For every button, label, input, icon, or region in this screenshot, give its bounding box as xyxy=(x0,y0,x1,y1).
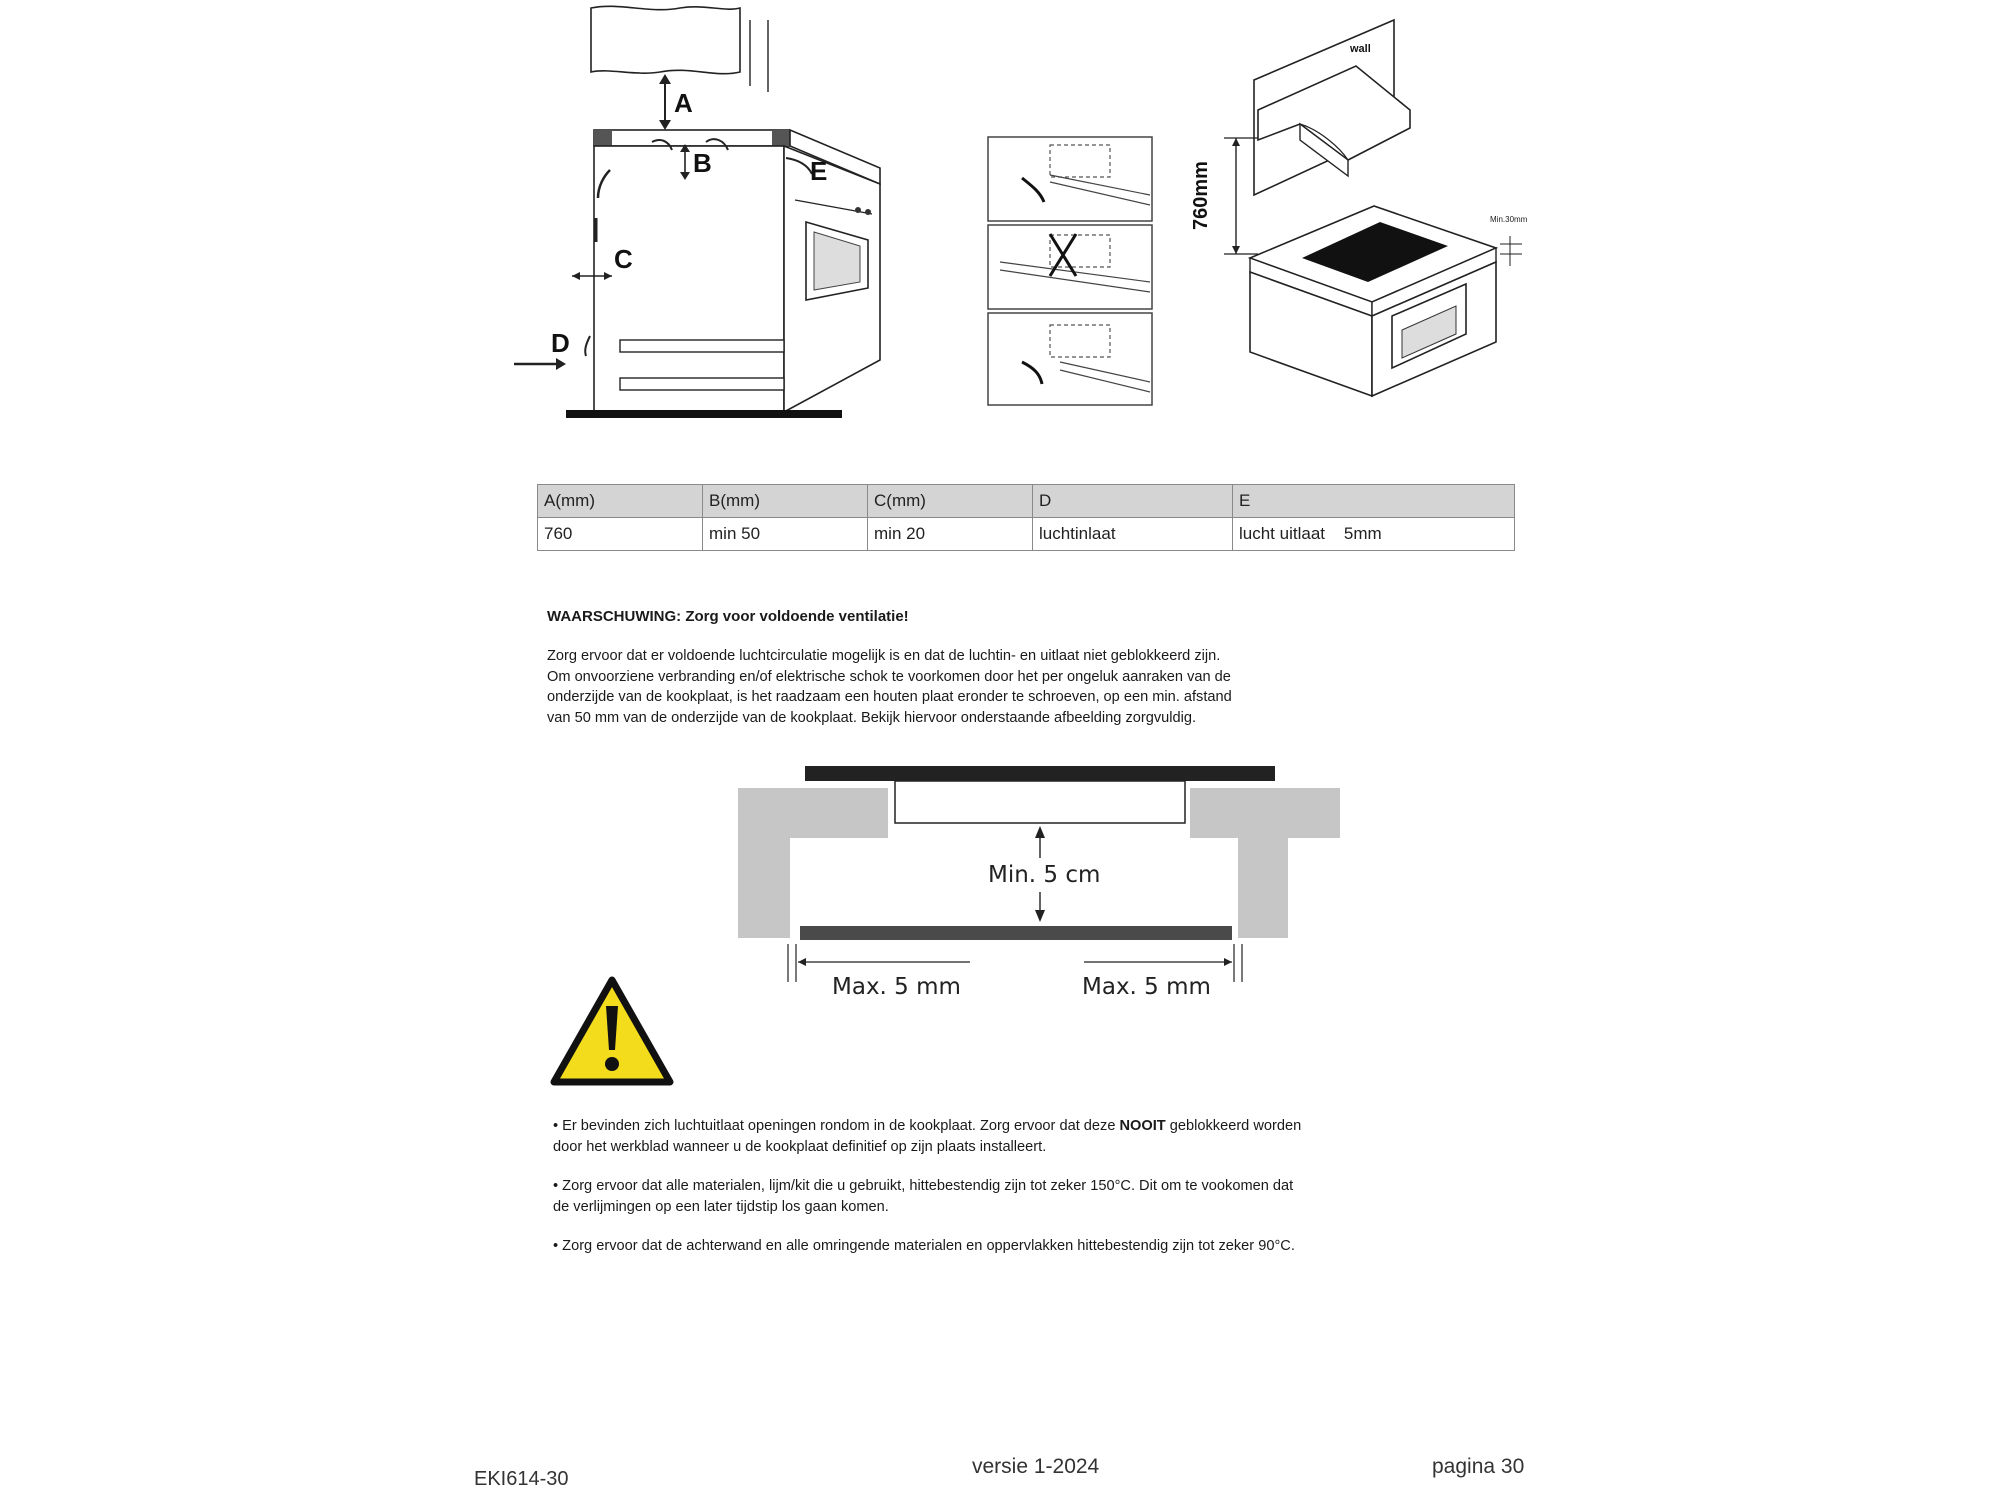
bullet-text: • Er bevinden zich luchtuitlaat openingen rondom in de kookplaat. Zorg ervoor dat deze xyxy=(553,1118,1120,1134)
table-cell: min 50 xyxy=(703,518,868,551)
hood-height-label: 760mm xyxy=(1190,161,1212,230)
table-header-cell: C(mm) xyxy=(868,485,1033,518)
label-c: C xyxy=(614,244,633,274)
table-header-cell: E xyxy=(1233,485,1515,518)
bullet-line: de verlijmingen op een later tijdstip los gaan komen. xyxy=(553,1198,889,1215)
bullet-text: geblokkeerd worden xyxy=(1165,1118,1302,1134)
hood-height-diagram xyxy=(1180,10,1560,410)
table-cell: 760 xyxy=(538,518,703,551)
bullet-air-outlets xyxy=(553,1116,1513,1157)
min-gap-text: Min. 5 cm xyxy=(988,862,1101,888)
footer-model: EKI614-30 xyxy=(474,1468,569,1490)
warning-title: WAARSCHUWING: Zorg voor voldoende ventilatie! xyxy=(547,608,909,625)
label-d: D xyxy=(551,328,570,358)
table-header-cell: A(mm) xyxy=(538,485,703,518)
warning-paragraph xyxy=(547,646,1427,728)
table-cell: lucht uitlaat 5mm xyxy=(1233,518,1515,551)
paragraph-line: Om onvoorziene verbranding en/of elektrische schok te voorkomen door het per ongeluk aanraken van de xyxy=(547,668,1231,685)
airflow-check-diagram xyxy=(980,130,1170,420)
table-header-row xyxy=(538,485,1515,518)
footer-page-number: pagina 30 xyxy=(1432,1455,1525,1478)
label-a: A xyxy=(674,88,693,118)
label-b: B xyxy=(693,148,712,178)
gap-cross-section-diagram xyxy=(730,760,1350,1010)
paragraph-line: onderzijde van de kookplaat, is het raadzaam een houten plaat eronder te schroeven, op een min. afstand xyxy=(547,689,1232,705)
installation-clearance-diagram xyxy=(500,0,900,430)
max-gap-right-text: Max. 5 mm xyxy=(1082,974,1211,1000)
bullet-back-wall xyxy=(553,1236,1513,1257)
table-cell: luchtinlaat xyxy=(1033,518,1233,551)
bullet-line: • Zorg ervoor dat de achterwand en alle omringende materialen en oppervlakken hittebestendig zijn tot zeker 90°C. xyxy=(553,1238,1295,1254)
table-row xyxy=(538,518,1515,551)
paragraph-line: Zorg ervoor dat er voldoende luchtcirculatie mogelijk is en dat de luchtin- en uitlaat niet geblokkeerd zijn. xyxy=(547,648,1221,664)
table-cell: min 20 xyxy=(868,518,1033,551)
bullet-emphasis: NOOIT xyxy=(1119,1118,1166,1134)
footer-version: versie 1-2024 xyxy=(972,1455,1100,1478)
bullet-materials xyxy=(553,1176,1513,1217)
table-header-cell: B(mm) xyxy=(703,485,868,518)
bullet-line: • Zorg ervoor dat alle materialen, lijm/kit die u gebruikt, hittebestendig zijn tot zeker 150°C. Dit om te vookomen dat xyxy=(553,1178,1294,1194)
min-gap-label: Min.30mm xyxy=(1490,215,1528,224)
wall-label: wall xyxy=(1350,43,1371,55)
label-e: E xyxy=(810,156,828,186)
max-gap-left-text: Max. 5 mm xyxy=(832,974,961,1000)
table-header-cell: D xyxy=(1033,485,1233,518)
bullet-line: door het werkblad wanneer u de kookplaat definitief op zijn plaats installeert. xyxy=(553,1138,1047,1155)
paragraph-line: van 50 mm van de onderzijde van de kookplaat. Bekijk hiervoor onderstaande afbeelding zorgvuldig. xyxy=(547,709,1197,726)
warning-triangle-icon xyxy=(550,976,674,1088)
bullet-line xyxy=(553,1116,1513,1137)
clearance-table xyxy=(537,484,1515,551)
